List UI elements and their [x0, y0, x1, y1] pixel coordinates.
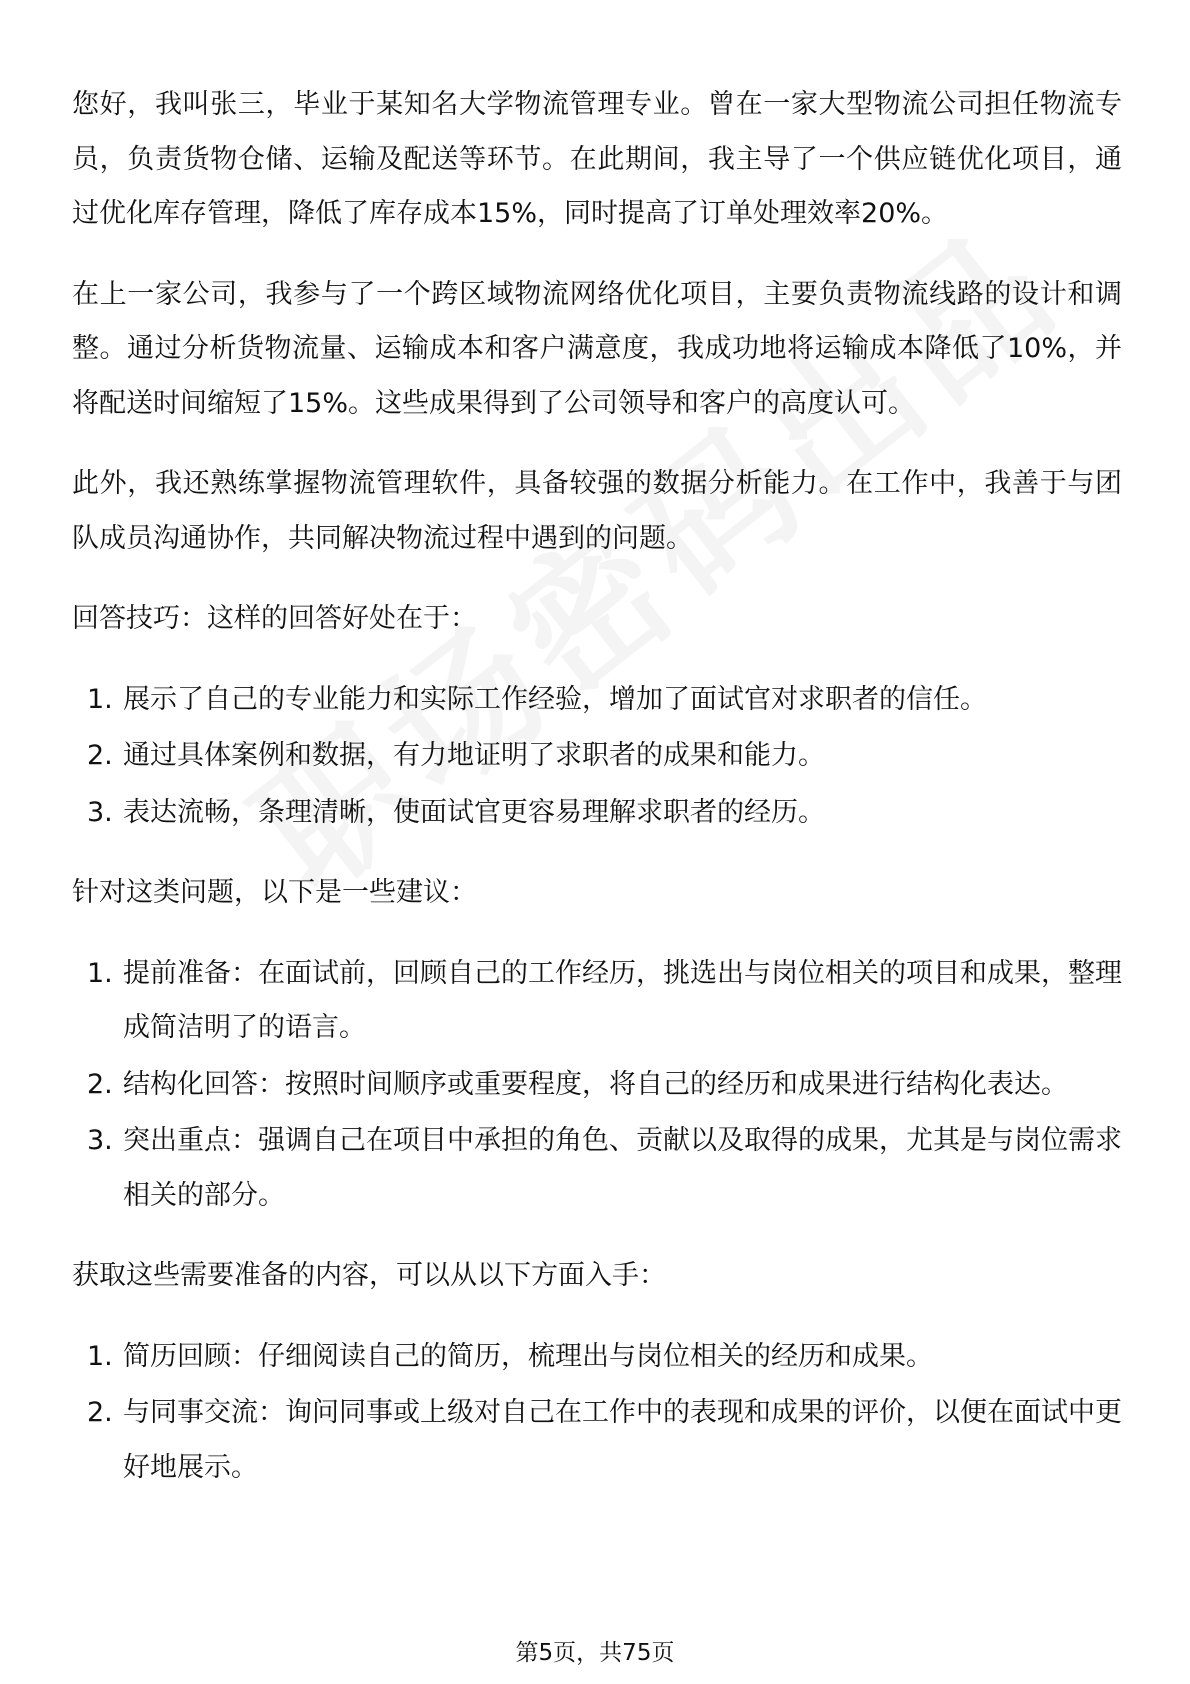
list-item	[72, 947, 1122, 1056]
section-heading-preparation-sources: 获取这些需要准备的内容，可以从以下方面入手：	[72, 1260, 666, 1291]
list-item-number: 2.	[87, 740, 113, 771]
list-item	[72, 1386, 1122, 1495]
document-body	[72, 78, 1122, 1521]
list-item-number: 2.	[87, 1068, 113, 1100]
page-number-footer: 第5页，共75页	[515, 1640, 675, 1666]
list-item-number: 1.	[87, 683, 113, 715]
section-heading-suggestions: 针对这类问题，以下是一些建议：	[72, 877, 477, 908]
list-item	[72, 1330, 1122, 1385]
list-item-number: 3.	[87, 1125, 113, 1156]
suggestions-list	[72, 947, 1122, 1224]
list-item	[72, 729, 1122, 784]
list-item-number: 3.	[87, 796, 113, 828]
list-item-number: 1.	[87, 1340, 113, 1372]
list-item	[72, 673, 1122, 728]
list-item-text: 简历回顾：仔细阅读自己的简历，梳理出与岗位相关的经历和成果。	[123, 1340, 933, 1372]
list-item-number: 2.	[87, 1397, 113, 1428]
list-item-text: 突出重点：强调自己在项目中承担的角色、贡献以及取得的成果，尤其是与岗位需求相关的部分。	[123, 1125, 1122, 1211]
list-item-text: 展示了自己的专业能力和实际工作经验，增加了面试官对求职者的信任。	[123, 683, 987, 715]
preparation-sources-list	[72, 1330, 1122, 1496]
list-item	[72, 1114, 1122, 1223]
section-heading-answer-tips: 回答技巧：这样的回答好处在于：	[72, 603, 477, 634]
list-item-text: 与同事交流：询问同事或上级对自己在工作中的表现和成果的评价，以便在面试中更好地展示。	[123, 1397, 1122, 1483]
list-item-text: 通过具体案例和数据，有力地证明了求职者的成果和能力。	[123, 740, 825, 771]
list-item-text: 提前准备：在面试前，回顾自己的工作经历，挑选出与岗位相关的项目和成果，整理成简洁明了的语言。	[123, 957, 1122, 1043]
list-item	[72, 1058, 1122, 1113]
list-item-text: 结构化回答：按照时间顺序或重要程度，将自己的经历和成果进行结构化表达。	[123, 1068, 1068, 1100]
list-item	[72, 786, 1122, 841]
list-item-text: 表达流畅，条理清晰，使面试官更容易理解求职者的经历。	[123, 796, 825, 828]
paragraph-intro: 您好，我叫张三，毕业于某知名大学物流管理专业。曾在一家大型物流公司担任物流专员，负责货物仓储、运输及配送等环节。在此期间，我主导了一个供应链优化项目，通过优化库存管理，降低了库存成本15%，同时提高了订单处理效率20%。	[72, 89, 1122, 229]
paragraph-skills: 此外，我还熟练掌握物流管理软件，具备较强的数据分析能力。在工作中，我善于与团队成员沟通协作，共同解决物流过程中遇到的问题。	[72, 468, 1122, 554]
answer-tips-list	[72, 673, 1122, 841]
list-item-number: 1.	[87, 957, 113, 989]
paragraph-previous-company: 在上一家公司，我参与了一个跨区域物流网络优化项目，主要负责物流线路的设计和调整。通过分析货物流量、运输成本和客户满意度，我成功地将运输成本降低了10%，并将配送时间缩短了15%。这些成果得到了公司领导和客户的高度认可。	[72, 278, 1122, 419]
